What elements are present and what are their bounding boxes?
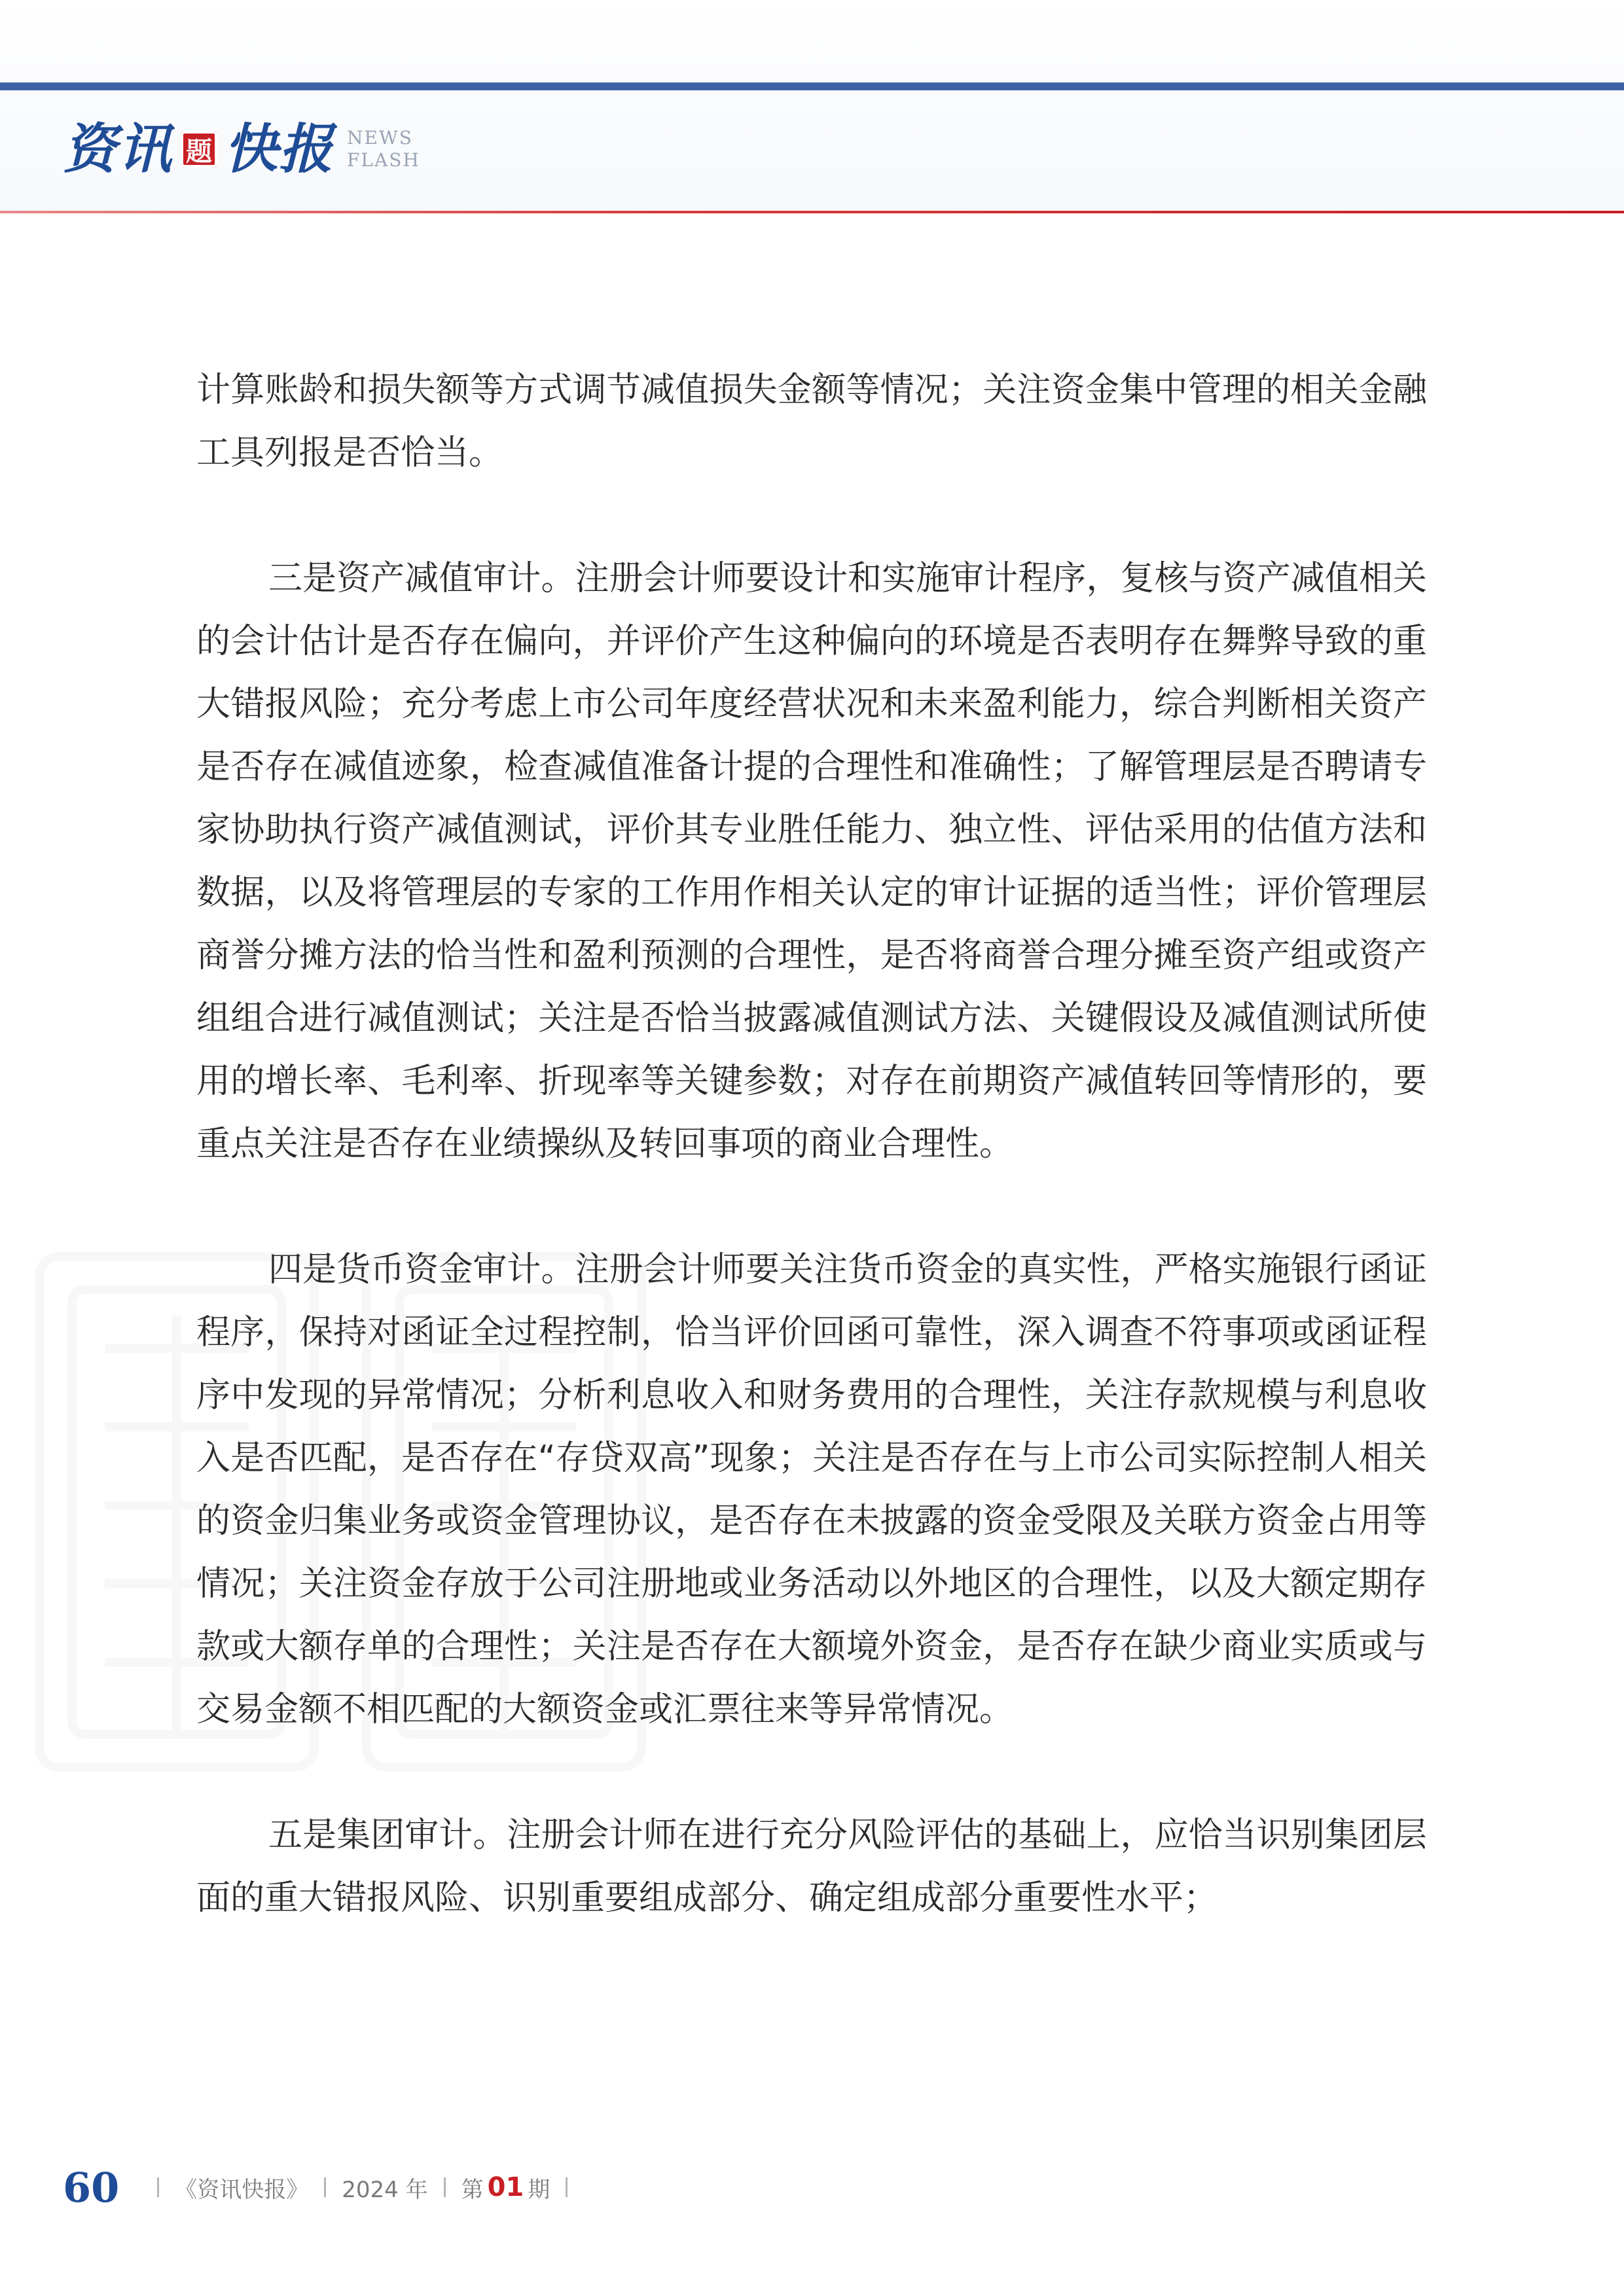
page-header	[0, 0, 1624, 213]
footer-separator	[566, 2178, 568, 2197]
paragraph-asset-impairment: 三是资产减值审计。注册会计师要设计和实施审计程序，复核与资产减值相关的会计估计是否存在偏向，并评价产生这种偏向的环境是否表明存在舞弊导致的重大错报风险；充分考虑上市公司年度经营状况和未来盈利能力，综合判断相关资产是否存在减值迹象，检查减值准备计提的合理性和准确性；了解管理层是否聘请专家协助执行资产减值测试，评价其专业胜任能力、独立性、评估采用的估值方法和数据，以及将管理层的专家的工作用作相关认定的审计证据的适当性；评价管理层商誉分摊方法的恰当性和盈利预测的合理性，是否将商誉合理分摊至资产组或资产组组合进行减值测试；关注是否恰当披露减值测试方法、关键假设及减值测试所使用的增长率、毛利率、折现率等关键参数；对存在前期资产减值转回等情形的，要重点关注是否存在业绩操纵及转回事项的商业合理性。	[196, 559, 1427, 1164]
footer-issue-number: 01	[487, 2172, 524, 2202]
brand-english-line1: NEWS	[347, 127, 413, 149]
brand-logo	[63, 110, 420, 188]
article-body	[196, 359, 1427, 1929]
page-number: 60	[63, 2163, 120, 2212]
page-footer	[63, 2160, 583, 2215]
footer-issue-suffix: 期	[528, 2176, 550, 2203]
footer-issue-prefix: 第	[461, 2176, 484, 2203]
paragraph-group-audit: 五是集团审计。注册会计师在进行充分风险评估的基础上，应恰当识别集团层面的重大错报风险、识别重要组成部分、确定组成部分重要性水平；	[196, 1816, 1427, 1918]
footer-separator	[444, 2178, 446, 2197]
brand-title-right: 快报	[224, 118, 334, 181]
brand-title-left: 资讯	[63, 118, 173, 181]
header-top-bar	[0, 82, 1624, 90]
footer-year: 2024 年	[342, 2176, 428, 2203]
brand-english-line2: FLASH	[347, 149, 420, 171]
header-divider	[0, 211, 1624, 213]
footer-separator	[324, 2178, 326, 2197]
footer-separator	[157, 2178, 159, 2197]
paragraph-continuation: 计算账龄和损失额等方式调节减值损失金额等情况；关注资金集中管理的相关金融工具列报是否恰当。	[196, 370, 1427, 473]
paragraph-monetary-funds: 四是货币资金审计。注册会计师要关注货币资金的真实性，严格实施银行函证程序，保持对函证全过程控制，恰当评价回函可靠性，深入调查不符事项或函证程序中发现的异常情况；分析利息收入和财务费用的合理性，关注存款规模与利息收入是否匹配，是否存在“存贷双高”现象；关注是否存在与上市公司实际控制人相关的资金归集业务或资金管理协议，是否存在未披露的资金受限及关联方资金占用等情况；关注资金存放于公司注册地或业务活动以外地区的合理性，以及大额定期存款或大额存单的合理性；关注是否存在大额境外资金，是否存在缺少商业实质或与交易金额不相匹配的大额资金或汇票往来等异常情况。	[196, 1250, 1427, 1729]
brand-english	[347, 127, 420, 171]
footer-publication: 《资讯快报》	[175, 2176, 309, 2203]
brand-seal-icon: 题	[181, 131, 217, 168]
